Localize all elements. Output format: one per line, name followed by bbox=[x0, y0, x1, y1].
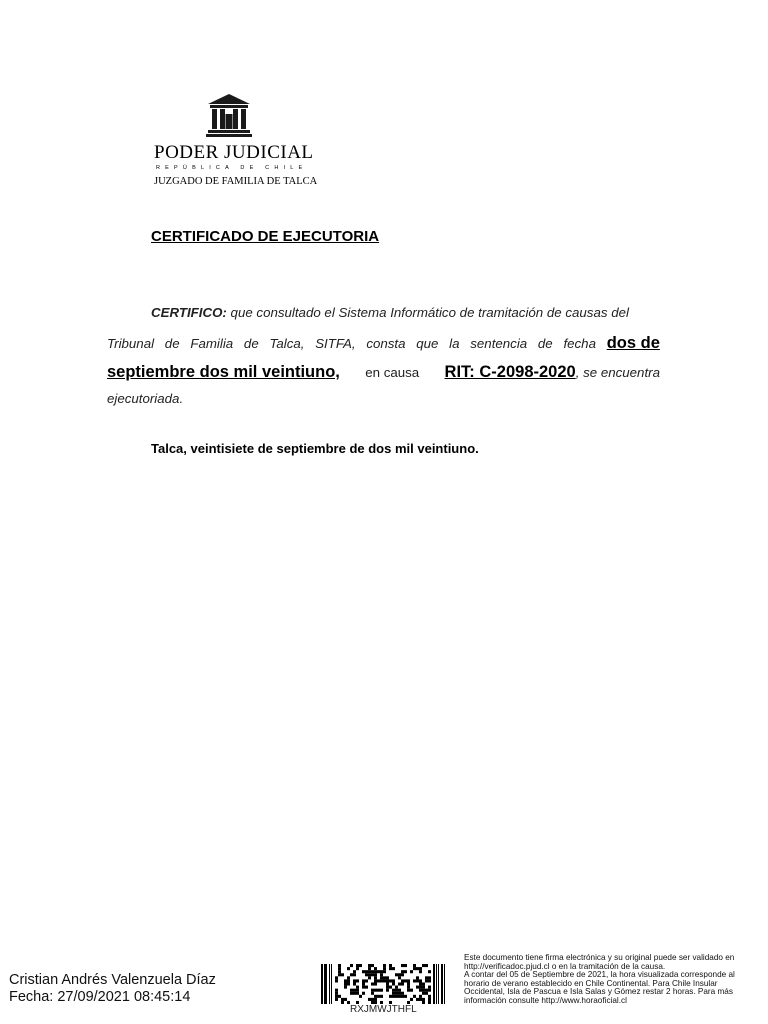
body-word: sentencia bbox=[470, 336, 528, 351]
logo-republic: REPÚBLICA DE CHILE bbox=[156, 165, 308, 171]
electronic-signature-notice bbox=[464, 954, 758, 1006]
certifico-label: CERTIFICO: bbox=[151, 305, 227, 320]
verification-code: RXJMWJTHFL bbox=[350, 1004, 417, 1015]
courthouse-icon bbox=[206, 92, 252, 138]
body-line-3 bbox=[107, 363, 660, 382]
se-encuentra-text: , se encuentra bbox=[575, 365, 660, 380]
notice-line-2: A contar del 05 de Septiembre de 2021, la hora visualizada corresponde al horario de verano establecido en Chile Continental. Para Chile Insular Occidental, Isla de Pascua e Isla Salas y Gómez restar 2 horas. Para más información consulte http://www.horaoficial.cl bbox=[464, 970, 735, 1005]
signature-date: Fecha: 27/09/2021 08:45:14 bbox=[9, 989, 191, 1005]
body-word: SITFA, bbox=[315, 336, 356, 351]
en-causa-text: en causa bbox=[365, 365, 420, 380]
body-word: de bbox=[164, 336, 180, 351]
body-word: la bbox=[449, 336, 460, 351]
body-word: de bbox=[537, 336, 553, 351]
body-line-2 bbox=[107, 334, 660, 353]
body-line-4: ejecutoriada. bbox=[107, 391, 184, 406]
body-word: Familia bbox=[190, 336, 234, 351]
body-word: de bbox=[243, 336, 259, 351]
place-date: Talca, veintisiete de septiembre de dos mil veintiuno. bbox=[151, 441, 479, 456]
body-line-1 bbox=[151, 305, 660, 320]
notice-line-1: Este documento tiene firma electrónica y su original puede ser validado en http://verificadoc.pjud.cl o en la tramitación de la causa. bbox=[464, 953, 735, 971]
body-word: Talca, bbox=[269, 336, 305, 351]
body-word: fecha bbox=[563, 336, 596, 351]
signer-name: Cristian Andrés Valenzuela Díaz bbox=[9, 972, 216, 988]
logo-name: PODER JUDICIAL bbox=[154, 142, 314, 163]
body-word: consta bbox=[366, 336, 406, 351]
sentence-date-start: dos de bbox=[606, 334, 660, 352]
document-title: CERTIFICADO DE EJECUTORIA bbox=[151, 228, 380, 245]
body-word: Tribunal bbox=[107, 336, 155, 351]
sentence-date: septiembre dos mil veintiuno, bbox=[107, 363, 340, 381]
body-word: que bbox=[416, 336, 439, 351]
verification-barcode bbox=[321, 964, 447, 1004]
poder-judicial-logo bbox=[150, 92, 320, 192]
rit-number: RIT: C-2098-2020 bbox=[444, 363, 576, 381]
signer-block bbox=[9, 972, 216, 1006]
body-line-1-text: que consultado el Sistema Informático de tramitación de causas del bbox=[230, 305, 629, 320]
logo-court: JUZGADO DE FAMILIA DE TALCA bbox=[154, 176, 318, 187]
